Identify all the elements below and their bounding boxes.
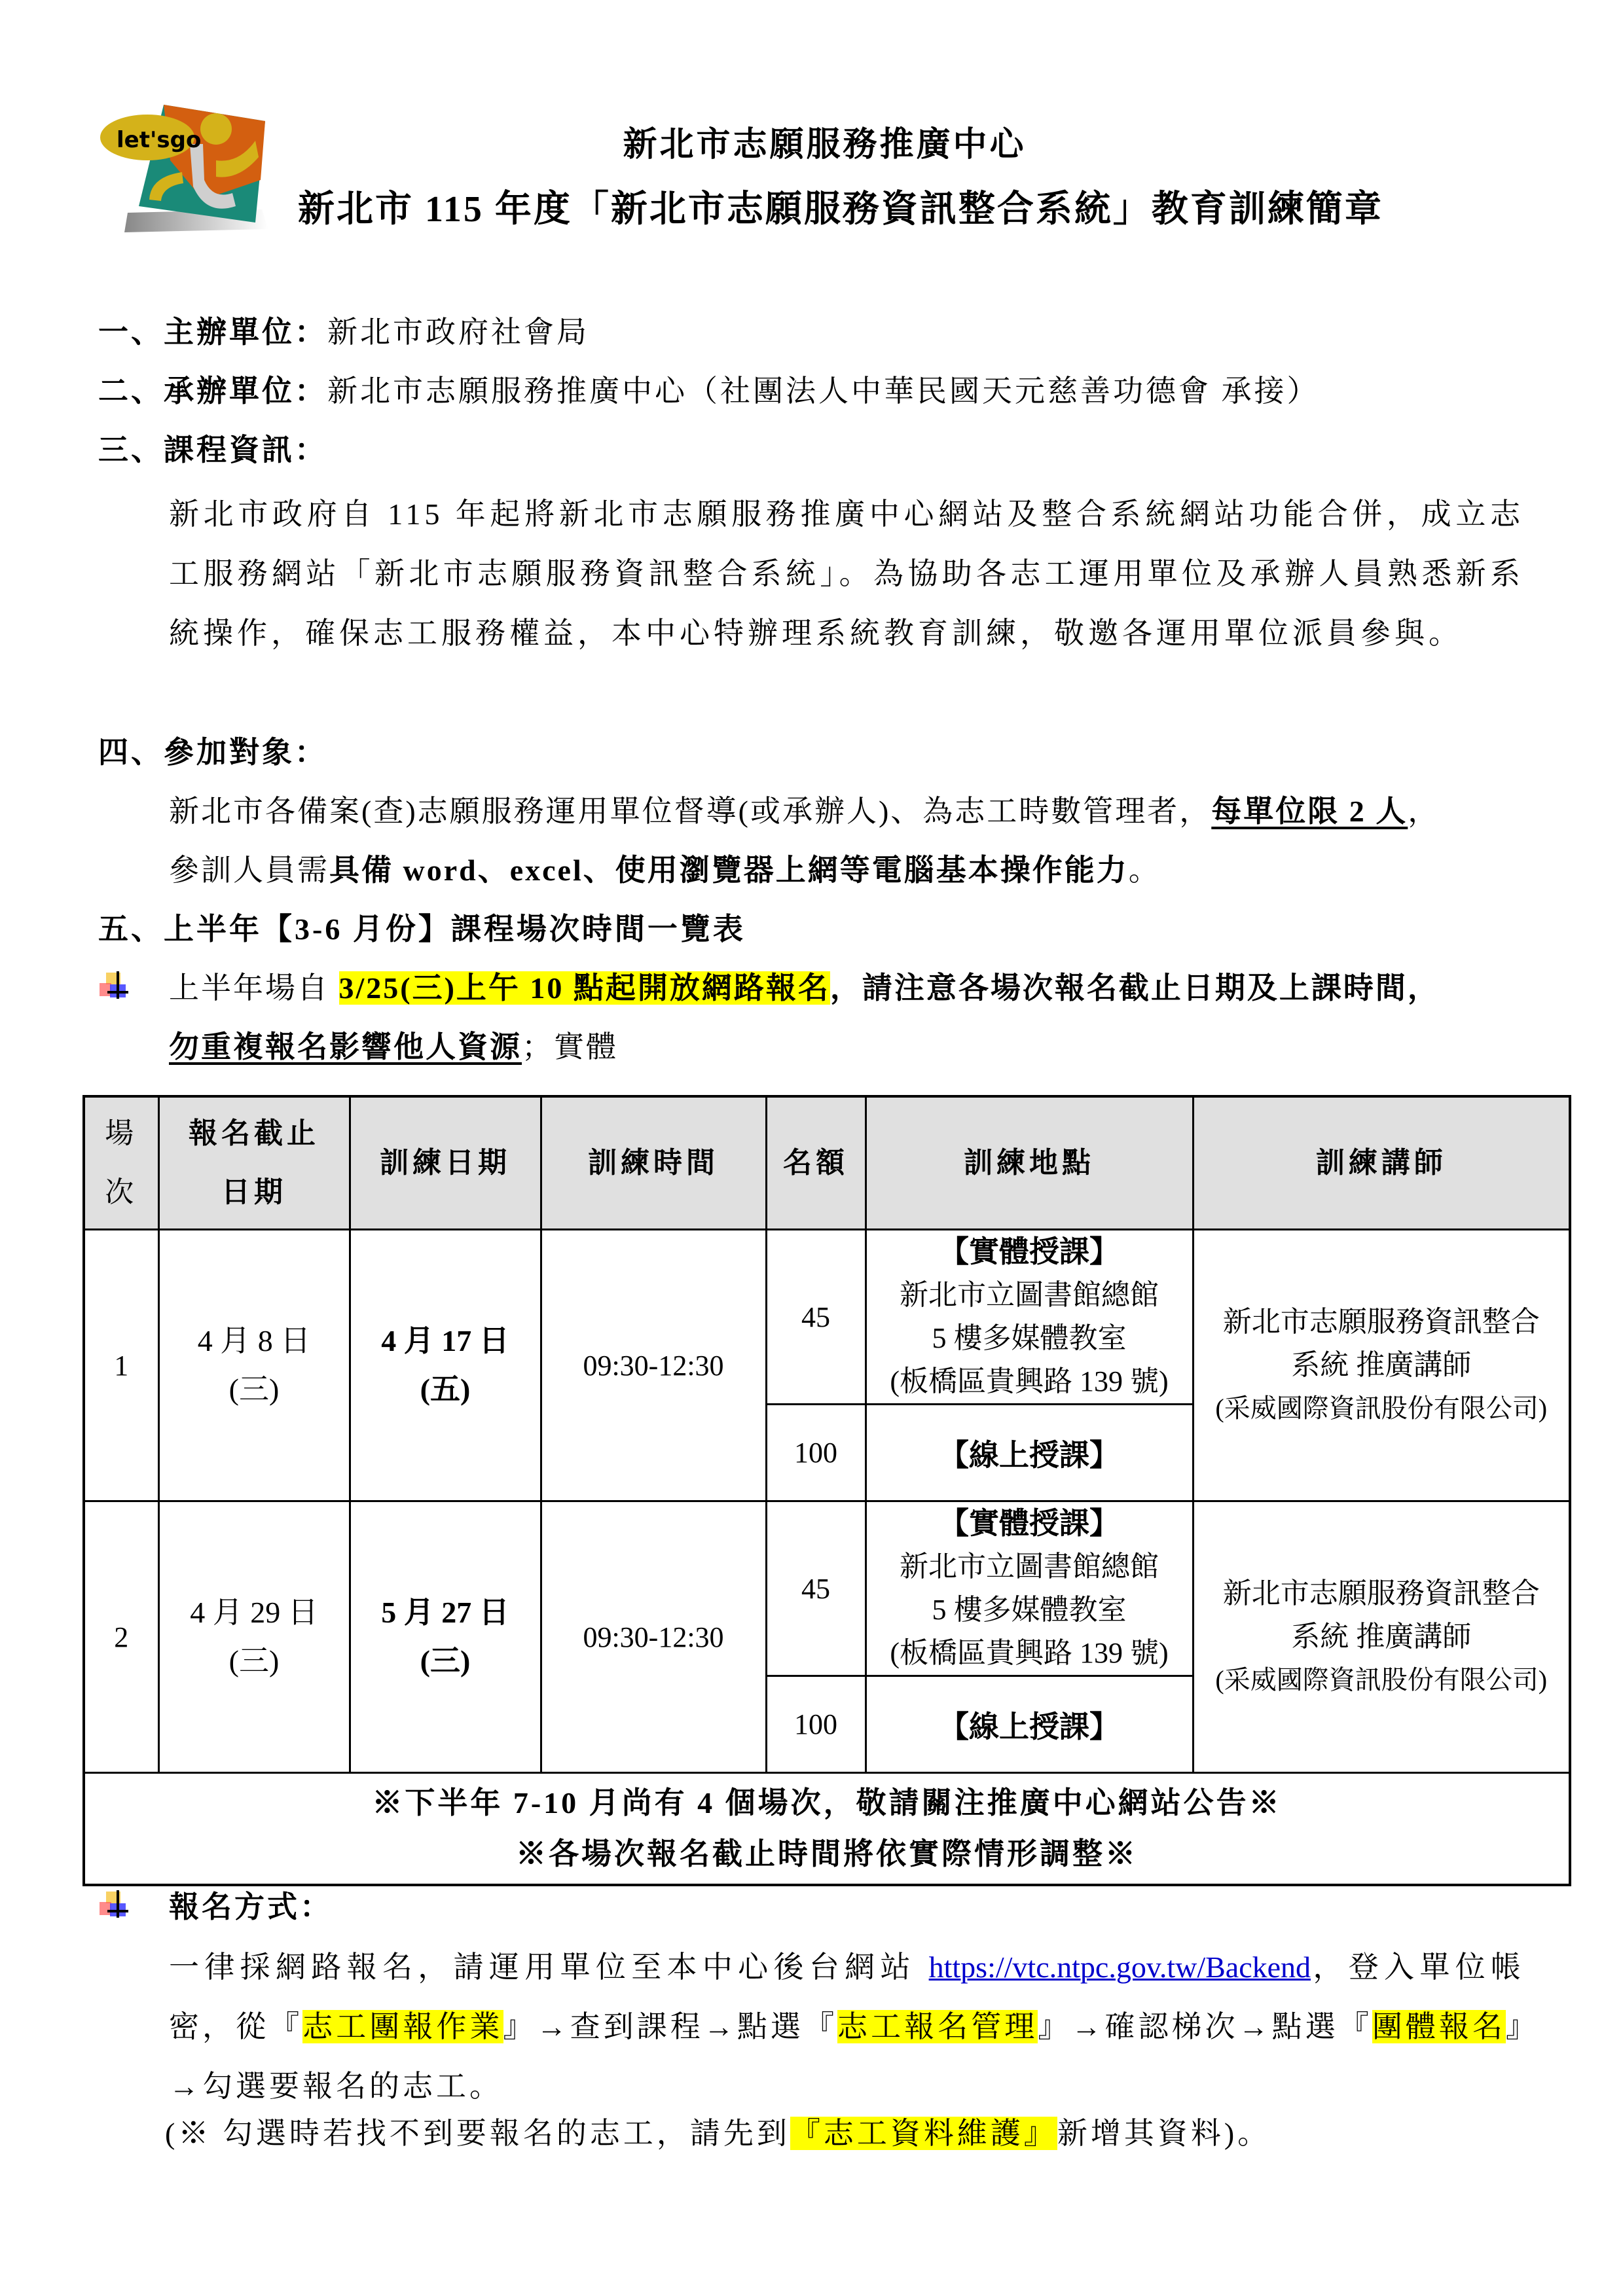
reg-text: 』→查到課程→點選『 xyxy=(503,2010,838,2043)
course-info-paragraph: 新北市政府自 115 年起將新北市志願服務推廣中心網站及整合系統網站功能合併，成立志工服務網站「新北市志願服務資訊整合系統」。為協助各志工運用單位及承辦人員熟悉新系統操作，確保志工服務權益，本中心特辦理系統教育訓練，敬邀各運用單位派員參與。 xyxy=(169,497,1524,650)
training-time: 09:30-12:30 xyxy=(541,1230,766,1501)
onsite-quota: 45 xyxy=(766,1230,866,1405)
notice-text: ；實體 xyxy=(522,1030,618,1064)
bullet-icon xyxy=(100,971,128,1000)
section-contractor xyxy=(98,372,1320,411)
section-schedule-title: 五、上半年【3-6 月份】課程場次時間一覽表 xyxy=(98,912,746,946)
org-title: 新北市志願服務推廣中心 xyxy=(623,126,1027,164)
note-text: (※ 勾選時若找不到要報名的志工，請先到 xyxy=(165,2117,790,2150)
note-text: 新增其資料)。 xyxy=(1057,2117,1271,2150)
section-value: 新北市政府社會局 xyxy=(327,315,589,349)
document-title: 新北市 115 年度「新北市志願服務資訊整合系統」教育訓練簡章 xyxy=(298,189,1383,230)
online-quota: 100 xyxy=(766,1405,866,1501)
header-session: 場 次 xyxy=(84,1096,158,1230)
table-header-row xyxy=(84,1096,1570,1230)
registration-note xyxy=(165,2114,1271,2153)
notice-text: 上半年場自 xyxy=(169,971,339,1005)
registration-method-title: 報名方式： xyxy=(169,1890,333,1924)
table-footer-row xyxy=(84,1773,1570,1886)
onsite-location: 【實體授課】 新北市立圖書館總館 5 樓多媒體教室 (板橋區貴興路 139 號) xyxy=(866,1501,1193,1676)
online-quota: 100 xyxy=(766,1676,866,1773)
participants-line-2 xyxy=(169,851,1161,890)
registration-open-date: 3/25(三)上午 10 點起開放網路報名 xyxy=(338,971,830,1005)
deadline-date: 4 月 8 日 (三) xyxy=(158,1230,350,1501)
participants-line-1 xyxy=(169,792,1440,831)
header-train-time: 訓練時間 xyxy=(541,1096,766,1230)
highlight-group-registration: 團體報名 xyxy=(1372,2010,1506,2043)
registration-warning xyxy=(169,1028,618,1067)
participants-text: 新北市各備案(查)志願服務運用單位督導(或承辦人)、為志工時數管理者， xyxy=(169,795,1212,828)
section-label: 二、承辦單位： xyxy=(98,374,327,408)
quota-limit: 每單位限 2 人 xyxy=(1211,795,1408,828)
table-footer-note: ※下半年 7-10 月尚有 4 個場次，敬請關注推廣中心網站公告※ ※各場次報名截止時間將依實際情形調整※ xyxy=(84,1773,1570,1886)
section-value: 新北市志願服務推廣中心（社團法人中華民國天元慈善功德會 承接） xyxy=(327,374,1320,408)
onsite-quota: 45 xyxy=(766,1501,866,1676)
skill-requirement: 具備 word、excel、使用瀏覽器上網等電腦基本操作能力 xyxy=(329,853,1129,887)
svg-text:let'sgo: let'sgo xyxy=(117,127,202,153)
header-deadline: 報名截止 日期 xyxy=(158,1096,350,1230)
highlight-group-report: 志工團報作業 xyxy=(302,2010,503,2043)
registration-method-paragraph xyxy=(169,1937,1524,2116)
reg-text: 一律採網路報名，請運用單位至本中心後台網站 xyxy=(169,1950,929,1984)
notice-text: ，請注意各場次報名截止日期及上課時間， xyxy=(830,971,1440,1005)
section-participants xyxy=(98,733,327,772)
reg-text: 』→勾選要報名的志工。 xyxy=(169,2010,1525,2103)
schedule-table xyxy=(82,1095,1571,1886)
session-number: 2 xyxy=(84,1501,158,1773)
table-row xyxy=(84,1230,1570,1405)
header-trainer: 訓練講師 xyxy=(1193,1096,1570,1230)
session-number: 1 xyxy=(84,1230,158,1501)
header-location: 訓練地點 xyxy=(866,1096,1193,1230)
reg-text: ，登入單位帳密，從『 xyxy=(169,1950,1525,2043)
section-label: 四、參加對象： xyxy=(98,736,327,769)
table-row xyxy=(84,1501,1570,1676)
header-quota: 名額 xyxy=(766,1096,866,1230)
online-mode: 【線上授課】 xyxy=(866,1676,1193,1773)
reg-text: 』→確認梯次→點選『 xyxy=(1038,2010,1372,2043)
participants-text: 參訓人員需 xyxy=(169,853,329,887)
header-train-date: 訓練日期 xyxy=(350,1096,541,1230)
online-mode: 【線上授課】 xyxy=(866,1405,1193,1501)
registration-open-notice xyxy=(169,969,1440,1008)
section-course-info xyxy=(98,431,327,470)
training-date: 5 月 27 日 (三) xyxy=(350,1501,541,1773)
training-date: 4 月 17 日 (五) xyxy=(350,1230,541,1501)
deadline-date: 4 月 29 日 (三) xyxy=(158,1501,350,1773)
backend-link[interactable]: https://vtc.ntpc.gov.tw/Backend xyxy=(928,1950,1311,1984)
punct: 。 xyxy=(1128,853,1161,887)
bullet-icon xyxy=(100,1890,128,1919)
section-label: 一、主辦單位： xyxy=(98,315,327,349)
section-label: 三、課程資訊： xyxy=(98,433,327,467)
onsite-location: 【實體授課】 新北市立圖書館總館 5 樓多媒體教室 (板橋區貴興路 139 號) xyxy=(866,1230,1193,1405)
trainer: 新北市志願服務資訊整合 系統 推廣講師 (采威國際資訊股份有限公司) xyxy=(1193,1230,1570,1501)
highlight-volunteer-data: 『志工資料維護』 xyxy=(790,2117,1057,2150)
punct: ， xyxy=(1408,795,1440,828)
section-organizer xyxy=(98,313,589,352)
trainer: 新北市志願服務資訊整合 系統 推廣講師 (采威國際資訊股份有限公司) xyxy=(1193,1501,1570,1773)
training-time: 09:30-12:30 xyxy=(541,1501,766,1773)
no-duplicate-warning: 勿重複報名影響他人資源 xyxy=(169,1030,522,1064)
highlight-registration-management: 志工報名管理 xyxy=(837,2010,1038,2043)
